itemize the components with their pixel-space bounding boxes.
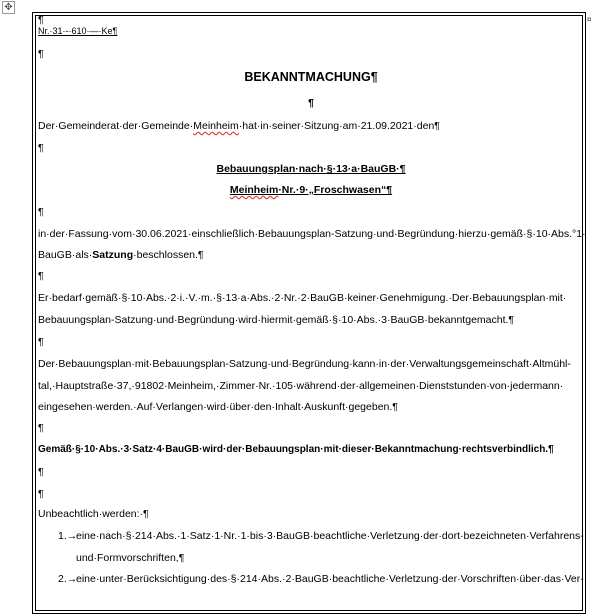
- table-move-handle[interactable]: ✥: [2, 1, 15, 14]
- bedarf-line-1: Er·bedarf·gemäß·§·10·Abs.·2·i.·V.·m.·§·13·a·Abs.·2·Nr.·2·BauGB·keiner·Genehmigung.·Der·Bebauungsplan·mit·: [38, 292, 567, 304]
- plan-heading-line-1: Bebauungsplan·nach·§·13·a·BauGB·¶: [216, 163, 406, 175]
- paragraph-mark: ¶: [38, 14, 44, 26]
- list-number: 2.→: [58, 573, 78, 585]
- rechtsverbindlich-statement: Gemäß·§·10·Abs.·3·Satz·4·BauGB·wird·der·Bebauungsplan·mit·dieser·Bekanntmachung·rechtsverbindlich.¶: [38, 444, 554, 455]
- bedarf-line-2: Bebauungsplan-Satzung·und·Begründung·wird·hiermit·gemäß·§·10·Abs.·3·BauGB·bekanntgemacht.¶: [38, 314, 515, 326]
- list-item: [38, 573, 584, 593]
- spell-error-word[interactable]: Meinheim: [229, 184, 279, 196]
- paragraph-mark: ¶: [38, 48, 44, 60]
- fassung-line-2: BauGB·als·Satzung·beschlossen.¶: [38, 249, 204, 261]
- paragraph-mark: ¶: [308, 97, 314, 109]
- list-item-line: eine·nach·§·214·Abs.·1·Satz·1·Nr.·1·bis·3·BauGB·beachtliche·Verletzung·der·dort·bezeichneten·Verfahrens-: [76, 530, 584, 542]
- paragraph-mark: ¶: [38, 206, 44, 218]
- paragraph-mark: ¶: [38, 270, 44, 282]
- list-item: [38, 530, 584, 574]
- paragraph-mark: ¶: [38, 422, 44, 434]
- intro-sentence: Der·Gemeinderat·der·Gemeinde·Meinheim·hat·in·seiner·Sitzung·am·21.09.2021·den¶: [38, 120, 440, 132]
- einsicht-line-2: tal,·Hauptstraße·37,·91802·Meinheim,·Zimmer·Nr.·105·während·der·allgemeinen·Dienststunden·von·jedermann·: [38, 380, 564, 392]
- fassung-line-1: in·der·Fassung·vom·30.06.2021·einschließlich·Bebauungsplan-Satzung·und·Begründung·hierzu·gemäß·§·10·Abs.°1·: [38, 228, 586, 240]
- plan-heading-line-2: Meinheim·Nr.·9·„Froschwasen“¶: [229, 184, 393, 196]
- end-of-cell-marker: ¤: [587, 15, 592, 24]
- page-title: BEKANNTMACHUNG¶: [244, 70, 378, 84]
- paragraph-mark: ¶: [38, 488, 44, 500]
- list-item-line: und·Formvorschriften,¶: [76, 552, 185, 564]
- paragraph-mark: ¶: [38, 466, 44, 478]
- paragraph-mark: ¶: [38, 336, 44, 348]
- reference-number: Nr.·31·-·610·—·Ke¶: [38, 26, 118, 36]
- spell-error-word[interactable]: Meinheim: [193, 120, 239, 132]
- unbeachtlich-heading: Unbeachtlich·werden:·¶: [38, 508, 149, 520]
- einsicht-line-3: eingesehen·werden.·Auf·Verlangen·wird·über·den·Inhalt·Auskunft·gegeben.¶: [38, 401, 398, 413]
- einsicht-line-1: Der·Bebauungsplan·mit·Bebauungsplan-Satzung·und·Begründung·kann·in·der·Verwaltungsgemeinschaft·Altmühl-: [38, 358, 571, 370]
- list-number: 1.→: [58, 530, 78, 542]
- list-item-line: eine·unter·Berücksichtigung·des·§·214·Abs.·2·BauGB·beachtliche·Verletzung·der·Vorschriften·über·das·Ver-: [76, 573, 584, 585]
- paragraph-mark: ¶: [38, 142, 44, 154]
